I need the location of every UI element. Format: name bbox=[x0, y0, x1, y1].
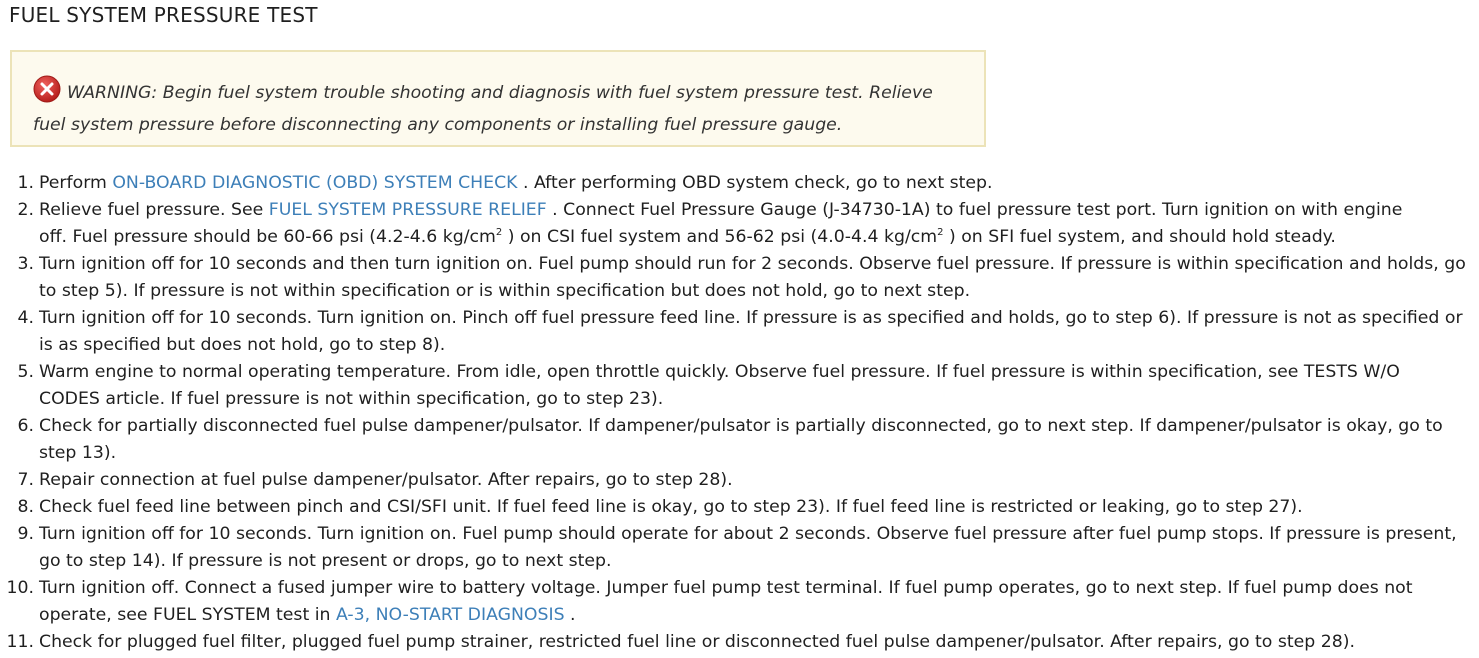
step-6 bbox=[0, 413, 1479, 467]
step-4 bbox=[0, 305, 1479, 359]
obd-system-check-link[interactable]: ON-BOARD DIAGNOSTIC (OBD) SYSTEM CHECK bbox=[112, 173, 518, 193]
step-1 bbox=[0, 170, 1479, 197]
warning-box bbox=[10, 50, 986, 147]
step-7 bbox=[0, 467, 1479, 494]
step-number: 6. bbox=[17, 416, 34, 436]
warning-line-1: WARNING: Begin fuel system trouble shooting and diagnosis with fuel system pressure test. Relieve bbox=[67, 83, 933, 103]
step-text: . bbox=[564, 605, 576, 625]
page-title: FUEL SYSTEM PRESSURE TEST bbox=[9, 3, 318, 27]
step-text: . Connect Fuel Pressure Gauge (J-34730-1A) to fuel pressure test port. Turn ignition on with engine bbox=[546, 200, 1403, 220]
step-text: Turn ignition off. Connect a fused jumper wire to battery voltage. Jumper fuel pump test terminal. If fuel pump operates, go to next step. If fuel pump does not bbox=[39, 578, 1413, 598]
error-x-icon bbox=[33, 75, 61, 112]
step-5 bbox=[0, 359, 1479, 413]
step-11 bbox=[0, 629, 1479, 656]
step-text: Turn ignition off for 10 seconds and then turn ignition on. Fuel pump should run for 2 seconds. Observe fuel pressure. If pressure is within specification and holds, go bbox=[39, 254, 1466, 274]
step-3 bbox=[0, 251, 1479, 305]
step-text: Turn ignition off for 10 seconds. Turn ignition on. Pinch off fuel pressure feed line. If pressure is as specified and holds, go to step 6). If pressure is not as specified or bbox=[39, 308, 1463, 328]
step-text: go to step 14). If pressure is not present or drops, go to next step. bbox=[39, 551, 612, 571]
step-text: Turn ignition off for 10 seconds. Turn ignition on. Fuel pump should operate for about 2 seconds. Observe fuel pressure after fuel pump stops. If pressure is present, bbox=[39, 524, 1457, 544]
no-start-diagnosis-link[interactable]: A-3, NO-START DIAGNOSIS bbox=[335, 605, 565, 625]
step-number: 9. bbox=[17, 524, 34, 544]
step-text: operate, see FUEL SYSTEM test in bbox=[39, 605, 336, 625]
warning-line-2: fuel system pressure before disconnecting any components or installing fuel pressure gauge. bbox=[33, 115, 843, 135]
superscript: 2 bbox=[495, 227, 503, 238]
step-8 bbox=[0, 494, 1479, 521]
step-text: Check for plugged fuel filter, plugged fuel pump strainer, restricted fuel line or disconnected fuel pulse dampener/pulsator. After repairs, go to step 28). bbox=[39, 632, 1355, 652]
step-2 bbox=[0, 197, 1479, 251]
fuel-pressure-relief-link[interactable]: FUEL SYSTEM PRESSURE RELIEF bbox=[268, 200, 547, 220]
step-text: CODES article. If fuel pressure is not within specification, go to step 23). bbox=[39, 389, 664, 409]
step-text: Relieve fuel pressure. See bbox=[39, 200, 269, 220]
step-text: Repair connection at fuel pulse dampener/pulsator. After repairs, go to step 28). bbox=[39, 470, 733, 490]
step-text: off. Fuel pressure should be 60-66 psi (4.2-4.6 kg/cm bbox=[39, 227, 496, 247]
step-number: 10. bbox=[6, 578, 34, 598]
step-text: Check fuel feed line between pinch and CSI/SFI unit. If fuel feed line is okay, go to step 23). If fuel feed line is restricted or leaking, go to step 27). bbox=[39, 497, 1303, 517]
step-text: ) on SFI fuel system, and should hold steady. bbox=[943, 227, 1336, 247]
warning-text bbox=[33, 75, 953, 139]
step-text: Perform bbox=[39, 173, 113, 193]
step-number: 5. bbox=[17, 362, 34, 382]
step-number: 7. bbox=[17, 470, 34, 490]
step-text: Warm engine to normal operating temperature. From idle, open throttle quickly. Observe fuel pressure. If fuel pressure is within specification, see TESTS W/O bbox=[39, 362, 1400, 382]
step-text: step 13). bbox=[39, 443, 117, 463]
step-text: to step 5). If pressure is not within specification or is within specification but does not hold, go to next step. bbox=[39, 281, 971, 301]
step-number: 11. bbox=[6, 632, 34, 652]
step-number: 4. bbox=[17, 308, 34, 328]
step-number: 3. bbox=[17, 254, 34, 274]
step-text: Check for partially disconnected fuel pulse dampener/pulsator. If dampener/pulsator is partially disconnected, go to next step. If dampener/pulsator is okay, go to bbox=[39, 416, 1443, 436]
step-9 bbox=[0, 521, 1479, 575]
step-text: is as specified but does not hold, go to step 8). bbox=[39, 335, 446, 355]
step-10 bbox=[0, 575, 1479, 629]
superscript: 2 bbox=[937, 227, 944, 238]
step-text: . After performing OBD system check, go to next step. bbox=[517, 173, 993, 193]
step-number: 1. bbox=[17, 173, 34, 193]
procedure-steps bbox=[0, 170, 1479, 656]
step-text: ) on CSI fuel system and 56-62 psi (4.0-4.4 kg/cm bbox=[502, 227, 938, 247]
step-number: 2. bbox=[17, 200, 34, 220]
step-number: 8. bbox=[17, 497, 34, 517]
